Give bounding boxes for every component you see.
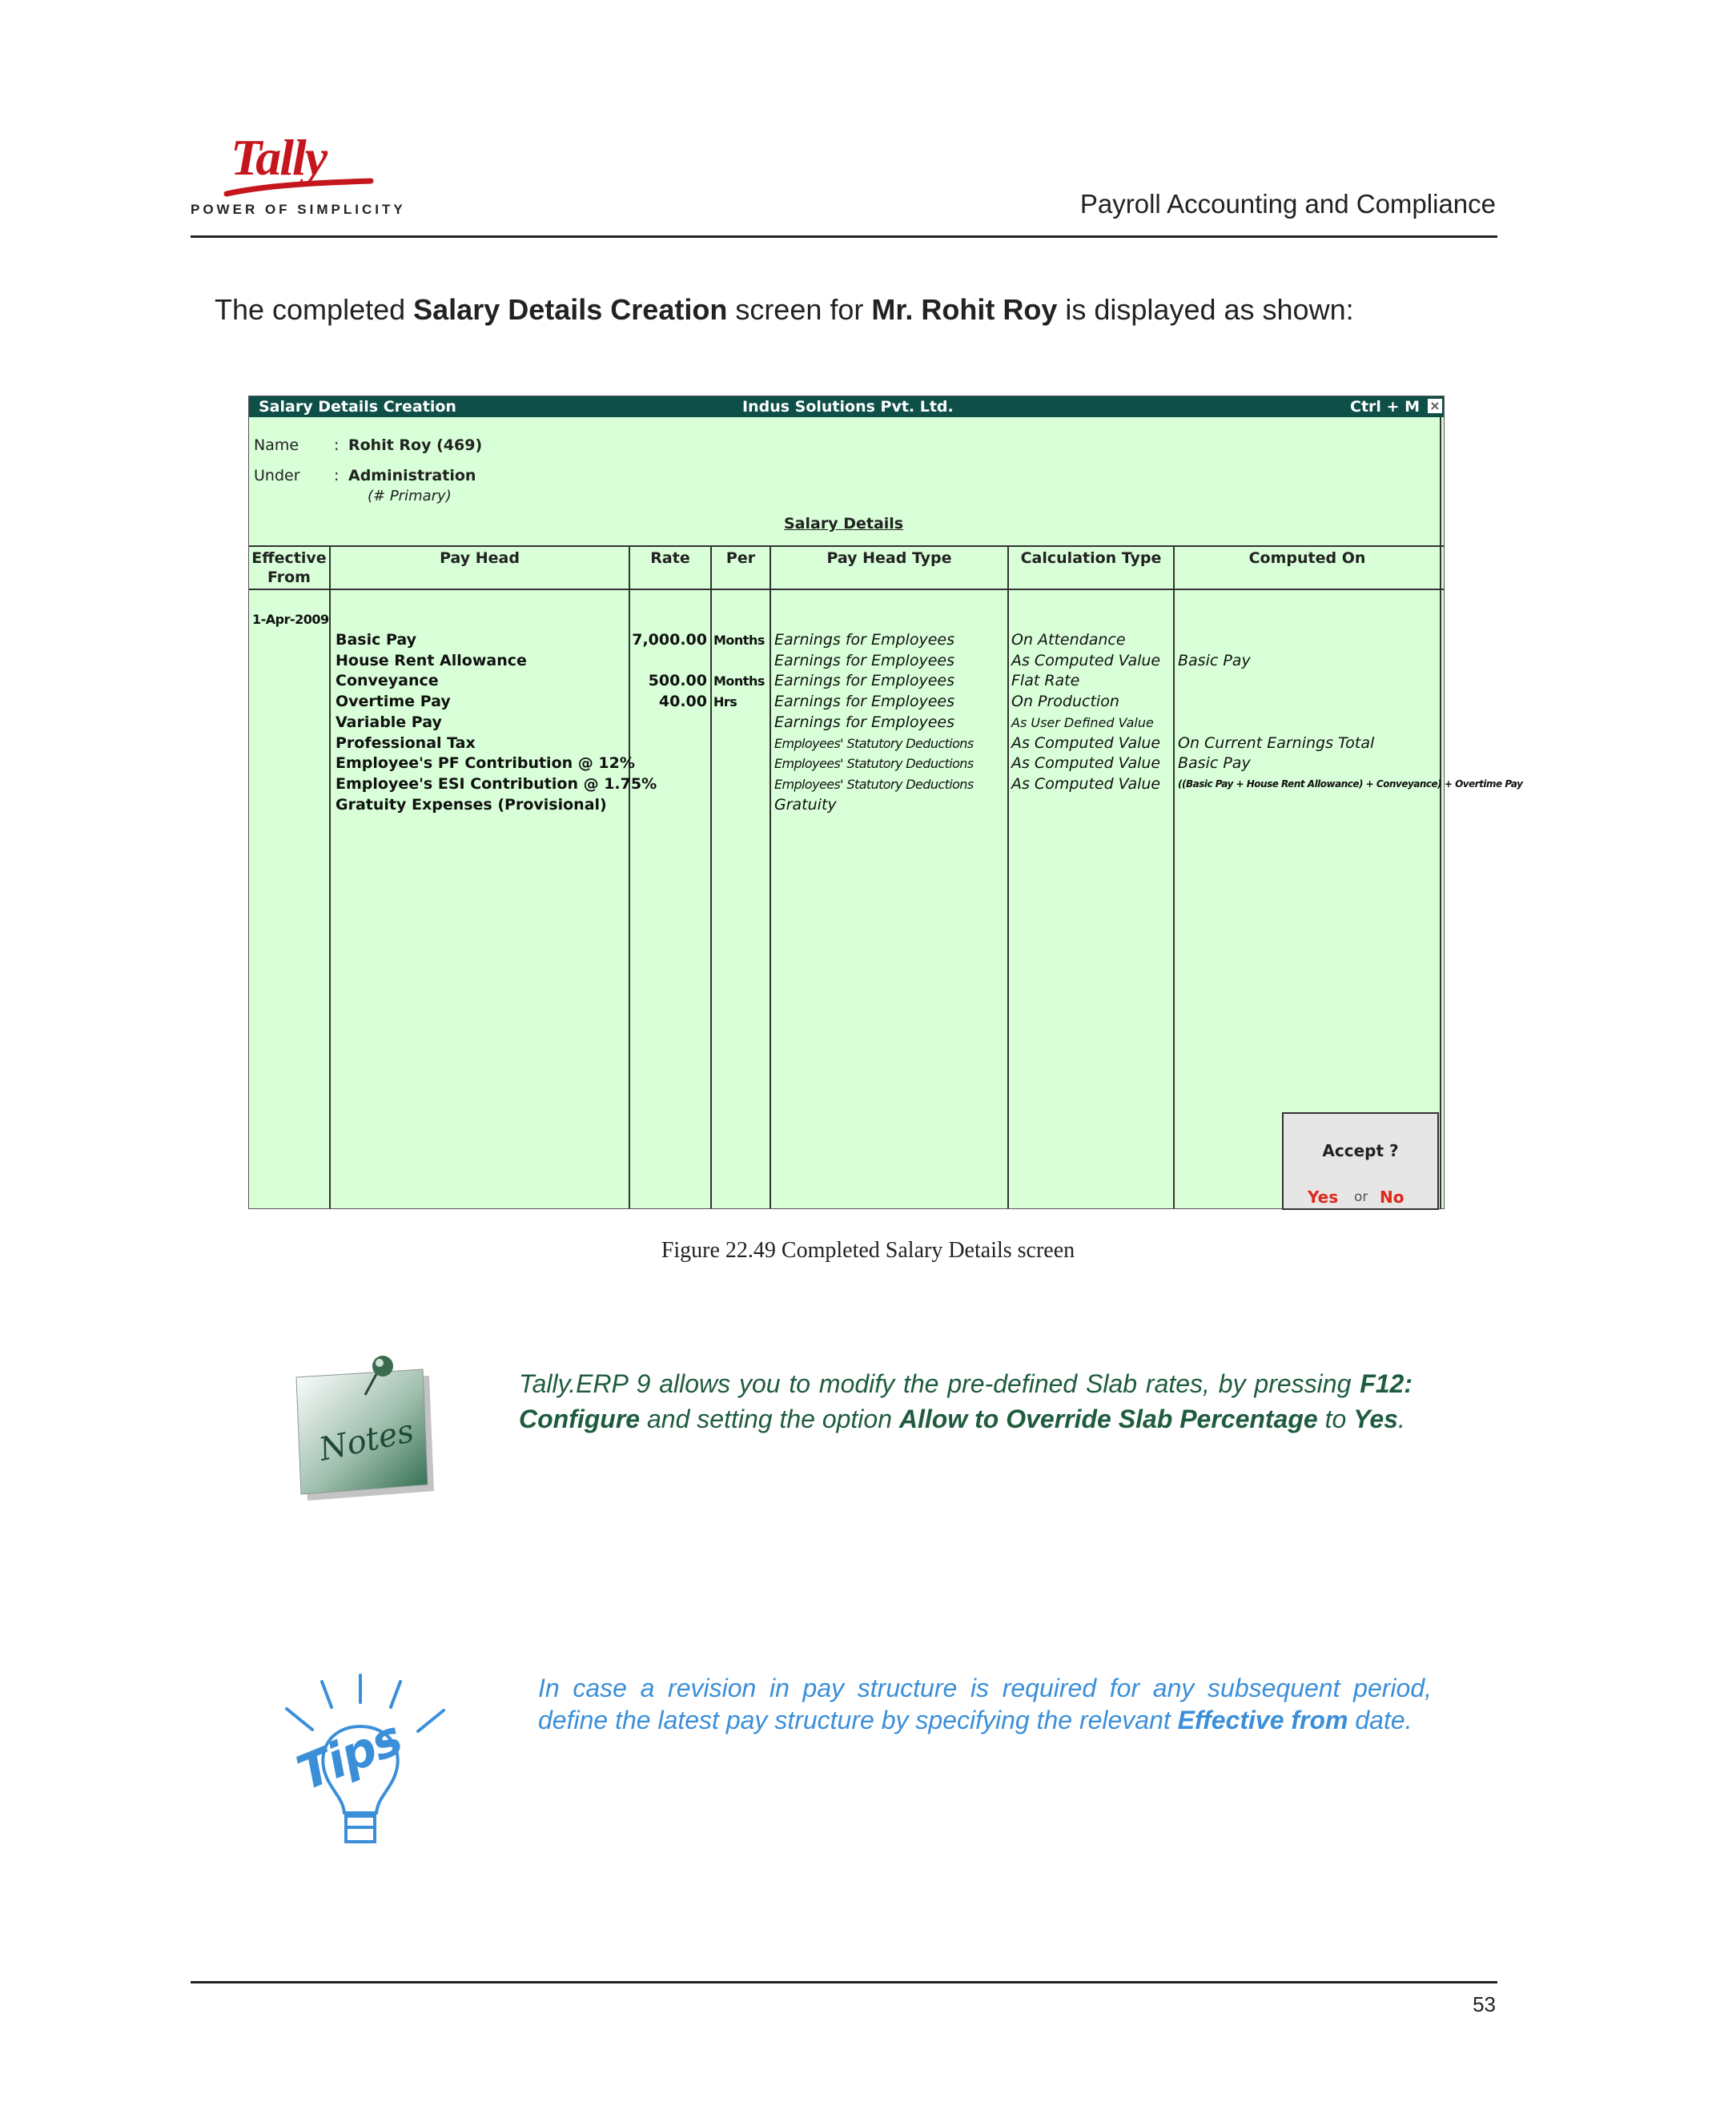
per-cell[interactable]: Hrs — [713, 694, 737, 710]
close-icon[interactable]: × — [1428, 399, 1442, 413]
salary-details-window — [248, 396, 1523, 1209]
accept-dialog — [1282, 1112, 1439, 1210]
notes-bold-configure: F12: Configure — [519, 1369, 1413, 1433]
pay-head-type-cell[interactable]: Employees' Statutory Deductions — [774, 756, 974, 772]
intro-middle: screen for — [727, 293, 872, 326]
pay-head-cell[interactable]: Conveyance — [336, 672, 439, 690]
calculation-type-cell[interactable]: As Computed Value — [1011, 651, 1161, 669]
calculation-type-cell[interactable]: As User Defined Value — [1011, 714, 1154, 730]
col-divider — [1173, 545, 1175, 1208]
notes-bold-yes: Yes — [1353, 1405, 1398, 1433]
intro-text — [215, 293, 1354, 327]
pay-head-cell[interactable]: Professional Tax — [336, 733, 476, 752]
logo-tagline: POWER OF SIMPLICITY — [191, 202, 406, 217]
page-number: 53 — [1473, 1992, 1496, 2016]
pay-head-cell[interactable]: Overtime Pay — [336, 693, 451, 711]
notes-text-part: Tally.ERP 9 allows you to modify the pre-defined Slab rates, by pressing — [519, 1369, 1360, 1398]
col-divider — [770, 545, 771, 1208]
col-divider — [329, 545, 331, 1208]
effective-date[interactable]: 1-Apr-2009 — [252, 612, 329, 627]
under-subgroup: (# Primary) — [368, 488, 452, 504]
salary-details-heading: Salary Details — [784, 515, 904, 533]
notes-text-part: . — [1397, 1405, 1405, 1433]
tips-text-part: date. — [1348, 1706, 1413, 1734]
logo-underline-icon — [223, 178, 375, 200]
pay-head-cell[interactable]: Variable Pay — [336, 713, 442, 731]
pay-head-cell[interactable]: Basic Pay — [336, 631, 417, 649]
pay-head-cell[interactable]: Employee's ESI Contribution @ 1.75% — [336, 774, 657, 793]
window-titlebar — [249, 396, 1444, 417]
under-label: Under — [254, 467, 300, 484]
shortcut-label: Ctrl + M — [1350, 398, 1420, 416]
header-section-title: Payroll Accounting and Compliance — [1079, 189, 1496, 219]
calculation-type-cell[interactable]: As Computed Value — [1011, 754, 1161, 773]
pay-head-type-cell[interactable]: Earnings for Employees — [774, 631, 954, 649]
col-divider — [710, 545, 712, 1208]
name-label: Name — [254, 436, 299, 454]
notes-icon — [288, 1345, 440, 1505]
notes-text — [519, 1366, 1413, 1437]
intro-prefix: The completed — [215, 293, 414, 326]
accept-or-label: or — [1354, 1189, 1368, 1205]
accept-question: Accept ? — [1322, 1141, 1399, 1160]
pay-head-cell[interactable]: Employee's PF Contribution @ 12% — [336, 754, 635, 773]
intro-bold-employee: Mr. Rohit Roy — [871, 293, 1058, 326]
col-calculation-type: Calculation Type — [1020, 549, 1162, 567]
col-effective-from: Effective From — [251, 549, 327, 586]
rate-cell[interactable]: 40.00 — [658, 693, 707, 711]
notes-icon-label: Notes — [315, 1413, 417, 1469]
intro-suffix: is displayed as shown: — [1057, 293, 1354, 326]
name-value[interactable]: Rohit Roy (469) — [348, 436, 483, 454]
pay-head-type-cell[interactable]: Gratuity — [774, 795, 837, 814]
calculation-type-cell[interactable]: As Computed Value — [1011, 774, 1161, 793]
tips-bold-effective-from: Effective from — [1177, 1706, 1348, 1734]
company-name: Indus Solutions Pvt. Ltd. — [742, 398, 954, 416]
notes-text-part: and setting the option — [640, 1405, 899, 1433]
col-computed-on: Computed On — [1248, 549, 1366, 567]
pay-head-type-cell[interactable]: Earnings for Employees — [774, 693, 954, 711]
pay-head-type-cell[interactable]: Employees' Statutory Deductions — [774, 735, 974, 751]
table-header-border — [249, 589, 1444, 590]
footer-rule — [191, 1981, 1497, 1983]
computed-on-cell[interactable]: Basic Pay — [1178, 651, 1251, 669]
tips-text-part: In case a revision in pay structure is required for any subsequent period, define the latest pay structure by specifying the relevant — [538, 1674, 1432, 1734]
accept-no-button[interactable]: No — [1380, 1188, 1404, 1207]
col-pay-head: Pay Head — [440, 549, 520, 567]
tips-text — [538, 1672, 1432, 1736]
name-colon: : — [334, 436, 340, 454]
per-cell[interactable]: Months — [713, 633, 765, 648]
pay-head-type-cell[interactable]: Employees' Statutory Deductions — [774, 776, 974, 792]
notes-text-part: to — [1317, 1405, 1354, 1433]
computed-on-cell[interactable]: On Current Earnings Total — [1178, 733, 1375, 752]
col-divider — [1007, 545, 1009, 1208]
under-value[interactable]: Administration — [348, 467, 476, 484]
per-cell[interactable]: Months — [713, 673, 765, 689]
logo-wordmark: Tally — [231, 129, 327, 186]
calculation-type-cell[interactable]: As Computed Value — [1011, 733, 1161, 752]
pay-head-type-cell[interactable]: Earnings for Employees — [774, 713, 954, 731]
col-per: Per — [725, 549, 756, 567]
pay-head-type-cell[interactable]: Earnings for Employees — [774, 672, 954, 690]
pay-head-cell[interactable]: Gratuity Expenses (Provisional) — [336, 795, 607, 814]
tips-lightbulb-icon — [280, 1672, 456, 1856]
rate-cell[interactable]: 7,000.00 — [632, 631, 707, 649]
computed-on-cell[interactable]: Basic Pay — [1178, 754, 1251, 773]
notes-bold-option: Allow to Override Slab Percentage — [898, 1405, 1318, 1433]
col-pay-head-type: Pay Head Type — [826, 549, 952, 567]
window-right-border — [1440, 417, 1441, 1208]
computed-on-cell[interactable]: ((Basic Pay + House Rent Allowance) + Conveyance) + Overtime Pay — [1178, 778, 1523, 790]
window-title: Salary Details Creation — [259, 398, 456, 416]
rate-cell[interactable]: 500.00 — [648, 672, 707, 690]
col-rate: Rate — [650, 549, 690, 567]
calculation-type-cell[interactable]: Flat Rate — [1011, 672, 1080, 690]
calculation-type-cell[interactable]: On Production — [1011, 693, 1119, 711]
calculation-type-cell[interactable]: On Attendance — [1011, 631, 1126, 649]
pay-head-cell[interactable]: House Rent Allowance — [336, 651, 527, 669]
pay-head-type-cell[interactable]: Earnings for Employees — [774, 651, 954, 669]
under-colon: : — [334, 467, 340, 484]
intro-bold-screen: Salary Details Creation — [413, 293, 728, 326]
table-top-border — [249, 545, 1444, 547]
tally-logo — [191, 128, 406, 224]
header-rule — [191, 235, 1497, 238]
tips-icon-label: Tips — [289, 1710, 409, 1802]
figure-caption: Figure 22.49 Completed Salary Details screen — [661, 1238, 1075, 1263]
accept-yes-button[interactable]: Yes — [1308, 1188, 1339, 1207]
